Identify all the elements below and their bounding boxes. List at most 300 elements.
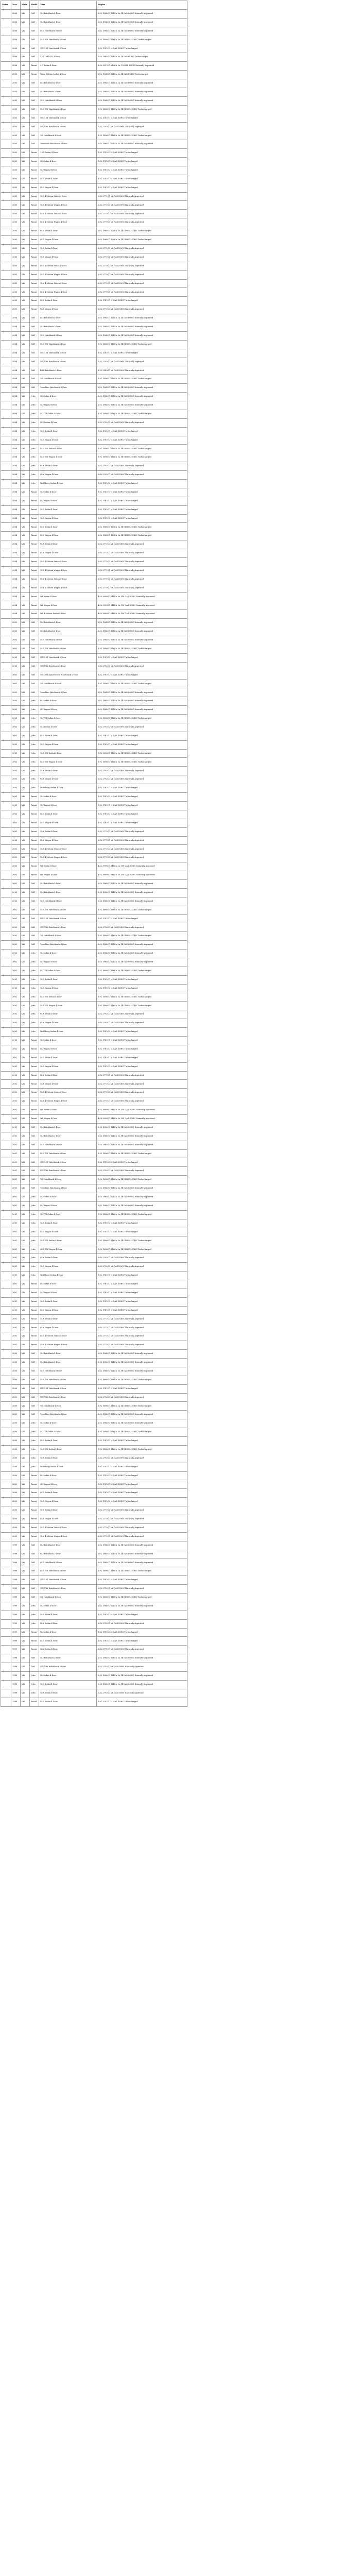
cell-year: 2003 (11, 645, 21, 653)
table-row (1, 975, 187, 984)
cell-notes (1, 79, 11, 88)
cell-engine: 1.9L 1896CC 116Cu. In. l4 DIESEL SOHC Turbocharged (97, 453, 187, 462)
cell-engine: 2.8L 2792CC V6 GAS DOHC Naturally Aspirated (97, 923, 187, 932)
table-row (1, 1402, 187, 1411)
cell-make: VW (21, 244, 30, 253)
cell-trim: GL Wagon 4-Door (39, 166, 97, 175)
table-row (1, 967, 187, 975)
cell-engine: 2.0L 1984CC 121Cu. In. l4 GAS SOHC Naturally Aspirated (97, 958, 187, 967)
cell-notes (1, 175, 11, 183)
cell-year: 2006 (11, 27, 21, 36)
cell-engine: 1.9L 1896CC 116Cu. In. l4 DIESEL SOHC Turbocharged (97, 131, 187, 140)
cell-trim: Value Edition Sedan 4-Door (39, 71, 97, 79)
cell-trim: GLX Wagon 4-Door (39, 1080, 97, 1089)
cell-model: Golf (30, 1158, 39, 1167)
cell-make: VW (21, 784, 30, 793)
cell-engine: 2.0L 1984CC 121Cu. In. l4 GAS SOHC Naturally Aspirated (97, 323, 187, 331)
cell-trim: W8 Sedan 4-Door (39, 1106, 97, 1115)
cell-year: 1999 (11, 1541, 21, 1550)
cell-year: 2003 (11, 740, 21, 749)
cell-make: VW (21, 653, 30, 662)
cell-notes (1, 1236, 11, 1245)
cell-model: Jetta (30, 1228, 39, 1236)
cell-trim: GLS 4 Motion Sedan 4-Door (39, 1089, 97, 1097)
cell-notes (1, 1436, 11, 1445)
table-row (1, 801, 187, 810)
table-row (1, 879, 187, 888)
cell-notes (1, 1071, 11, 1080)
cell-notes (1, 1523, 11, 1532)
cell-model: Golf (30, 888, 39, 897)
cell-engine: 2.0L 1984CC 121Cu. In. l4 GAS SOHC Naturally Aspirated (97, 897, 187, 906)
cell-model: Golf (30, 18, 39, 27)
cell-year: 2003 (11, 749, 21, 758)
cell-engine: 2.0L 1984CC 121Cu. In. l4 GAS SOHC Naturally Aspirated (97, 636, 187, 645)
cell-engine: 1.8L 1781CC l4 GAS DOHC Turbocharged (97, 514, 187, 523)
cell-engine: 1.8L 1781CC l4 GAS DOHC Turbocharged (97, 975, 187, 984)
cell-engine: 1.9L 1896CC 116Cu. In. l4 DIESEL SOHC Turbocharged (97, 1593, 187, 1602)
cell-trim: GLS Wagon 4-Door (39, 1062, 97, 1071)
table-row (1, 514, 187, 523)
table-header (1, 1, 187, 10)
cell-notes (1, 1019, 11, 1028)
cell-year: 2002 (11, 1010, 21, 1019)
cell-notes (1, 262, 11, 270)
table-row (1, 628, 187, 636)
table-row (1, 1324, 187, 1332)
cell-year: 2001 (11, 1219, 21, 1228)
table-row (1, 1663, 187, 1672)
cell-engine: 2.8L 2771CC V6 GAS DOHC Naturally Aspirated (97, 1315, 187, 1324)
cell-trim: GLI Sedan 4-Door (39, 418, 97, 427)
cell-year: 2005 (11, 218, 21, 227)
table-row (1, 349, 187, 358)
cell-model: Passat (30, 566, 39, 575)
table-row (1, 262, 187, 270)
cell-year: 2005 (11, 158, 21, 166)
cell-trim: GLX Wagon 4-Door (39, 471, 97, 480)
cell-model: Jetta (30, 1428, 39, 1437)
table-row (1, 558, 187, 567)
cell-trim: GTI VR6 Hatchback 2-Door (39, 1585, 97, 1594)
cell-engine: 1.8L 1781CC l4 GAS DOHC Turbocharged (97, 732, 187, 740)
cell-notes (1, 218, 11, 227)
cell-notes (1, 96, 11, 105)
cell-engine: 2.8L 2792CC V6 GAS DOHC Naturally Aspirated (97, 767, 187, 775)
cell-engine: 1.8L 1781CC l4 GAS DOHC Turbocharged (97, 166, 187, 175)
cell-year: 2001 (11, 1297, 21, 1306)
cell-trim: Trendline Hatchback 4-Door (39, 1184, 97, 1193)
cell-model: Passat (30, 819, 39, 827)
cell-make: VW (21, 1672, 30, 1681)
cell-make: VW (21, 36, 30, 44)
cell-make: VW (21, 123, 30, 131)
cell-model: Passat (30, 1045, 39, 1054)
cell-year: 2000 (11, 1480, 21, 1489)
cell-year: 1999 (11, 1593, 21, 1602)
cell-year: 2002 (11, 923, 21, 932)
cell-year: 2000 (11, 1436, 21, 1445)
cell-model: Golf (30, 384, 39, 393)
cell-notes (1, 1506, 11, 1515)
cell-engine: 2.8L 2771CC V6 GAS DOHC Naturally Aspirated (97, 549, 187, 558)
cell-make: VW (21, 1628, 30, 1637)
cell-trim: GLS TDI Sedan 4-Door (39, 993, 97, 1002)
cell-engine: 2.0L 1984CC 121Cu. In. l4 GAS SOHC Naturally Aspirated (97, 706, 187, 715)
cell-engine: 2.0L 1984CC 121Cu. In. l4 GAS SOHC Naturally Aspirated (97, 1358, 187, 1367)
cell-year: 2001 (11, 1280, 21, 1289)
cell-make: VW (21, 740, 30, 749)
table-row (1, 636, 187, 645)
cell-notes (1, 1245, 11, 1254)
cell-notes (1, 1550, 11, 1558)
cell-trim: GLS Sedan 4-Door (39, 810, 97, 819)
cell-year: 2003 (11, 662, 21, 671)
cell-notes (1, 1115, 11, 1124)
cell-trim: GLS Sedan 4-Door (39, 1436, 97, 1445)
cell-model: Golf (30, 1376, 39, 1384)
cell-model: Passat (30, 1471, 39, 1480)
cell-trim: GL Sedan 4-Door (39, 1628, 97, 1637)
cell-engine: 1.9L 1896CC 116Cu. In. l4 DIESEL SOHC Turbocharged (97, 1445, 187, 1454)
cell-year: 1999 (11, 1619, 21, 1628)
cell-notes (1, 1141, 11, 1149)
cell-notes (1, 1228, 11, 1236)
cell-model: Jetta (30, 436, 39, 445)
table-row (1, 53, 187, 62)
cell-make: VW (21, 227, 30, 236)
cell-year: 2004 (11, 532, 21, 540)
table-row (1, 1637, 187, 1646)
cell-make: VW (21, 1445, 30, 1454)
cell-model: Golf (30, 1350, 39, 1359)
cell-engine: 1.8L 1781CC l4 GAS DOHC Turbocharged (97, 1576, 187, 1585)
cell-make: VW (21, 1272, 30, 1280)
cell-model: Golf (30, 636, 39, 645)
cell-notes (1, 488, 11, 497)
cell-make: VW (21, 610, 30, 619)
cell-notes (1, 1106, 11, 1115)
cell-engine: 1.8L 1781CC l4 GAS DOHC Turbocharged (97, 1297, 187, 1306)
table-row (1, 923, 187, 932)
cell-year: 2004 (11, 358, 21, 366)
cell-make: VW (21, 1541, 30, 1550)
cell-year: 2001 (11, 1245, 21, 1254)
cell-model: Golf (30, 131, 39, 140)
cell-make: VW (21, 1411, 30, 1419)
table-row (1, 566, 187, 575)
cell-year: 2002 (11, 1002, 21, 1010)
table-row (1, 1680, 187, 1689)
cell-make: VW (21, 1384, 30, 1393)
cell-trim: GTI VR6 Hatchback 2-Door (39, 358, 97, 366)
cell-notes (1, 1002, 11, 1010)
cell-notes (1, 418, 11, 427)
cell-engine: 2.8L 2792CC V6 GAS DOHC Naturally Aspirated (97, 1019, 187, 1028)
table-row (1, 732, 187, 740)
cell-notes (1, 740, 11, 749)
cell-notes (1, 967, 11, 975)
table-row (1, 366, 187, 375)
cell-model: Golf (30, 914, 39, 923)
cell-engine: 2.8L 2792CC V6 GAS DOHC Naturally Aspirated (97, 358, 187, 366)
cell-trim: GLS Hatchback 4-Door (39, 331, 97, 340)
cell-make: VW (21, 767, 30, 775)
cell-year: 2001 (11, 1272, 21, 1280)
cell-make: VW (21, 1593, 30, 1602)
cell-year: 2003 (11, 628, 21, 636)
cell-model: Jetta (30, 401, 39, 410)
table-row (1, 715, 187, 723)
cell-trim: GL Hatchback 4-Door (39, 1350, 97, 1359)
cell-trim: GTI VR6 Hatchback 2-Door (39, 1167, 97, 1176)
cell-model: Jetta (30, 984, 39, 993)
table-row (1, 114, 187, 123)
cell-year: 2000 (11, 1376, 21, 1384)
table-row (1, 610, 187, 619)
cell-make: VW (21, 1376, 30, 1384)
cell-engine: 1.8L 1781CC l4 GAS DOHC Turbocharged (97, 488, 187, 497)
cell-year: 1998 (11, 1689, 21, 1698)
cell-notes (1, 410, 11, 418)
cell-trim: Trendline Hatchback 4-Door (39, 941, 97, 950)
table-row (1, 462, 187, 471)
cell-make: VW (21, 914, 30, 923)
table-row (1, 1672, 187, 1681)
cell-trim: GLS Sedan 4-Door (39, 975, 97, 984)
cell-make: VW (21, 1141, 30, 1149)
cell-engine: 1.8L 1781CC l4 GAS DOHC Turbocharged (97, 1471, 187, 1480)
cell-make: VW (21, 1523, 30, 1532)
table-row (1, 827, 187, 836)
cell-trim: GLS Sedan 4-Door (39, 427, 97, 436)
cell-notes (1, 1184, 11, 1193)
cell-trim: GLX Wagon 4-Door (39, 549, 97, 558)
cell-engine: 1.8L 1781CC l4 GAS DOHC Turbocharged (97, 1628, 187, 1637)
cell-year: 2003 (11, 862, 21, 871)
cell-engine: 2.8L 2771CC V6 GAS DOHC Naturally Aspirated (97, 1523, 187, 1532)
table-row (1, 401, 187, 410)
cell-make: VW (21, 566, 30, 575)
cell-make: VW (21, 810, 30, 819)
table-row (1, 123, 187, 131)
table-row (1, 44, 187, 53)
cell-year: 2003 (11, 758, 21, 767)
cell-notes (1, 558, 11, 567)
table-row (1, 645, 187, 653)
cell-model: Passat (30, 236, 39, 245)
cell-make: VW (21, 1315, 30, 1324)
cell-trim: Tdi Hatchback 4-Door (39, 131, 97, 140)
cell-trim: GL Wagon 4-Door (39, 497, 97, 505)
cell-engine: 1.8L 1781CC l4 GAS DOHC Turbocharged (97, 1054, 187, 1062)
cell-year: 2002 (11, 1036, 21, 1045)
cell-engine: 1.8L 1781CC l4 GAS DOHC Turbocharged (97, 436, 187, 445)
cell-make: VW (21, 1393, 30, 1402)
cell-trim: GLX 4 Motion Wagon 4-Door (39, 1532, 97, 1541)
cell-trim: GL Sedan 4-Door (39, 488, 97, 497)
cell-notes (1, 723, 11, 732)
cell-notes (1, 592, 11, 601)
cell-year: 1998 (11, 1672, 21, 1681)
cell-engine: 2.8L 2792CC V6 GAS DOHC Naturally Aspirated (97, 1393, 187, 1402)
cell-make: VW (21, 1158, 30, 1167)
cell-model: Jetta (30, 740, 39, 749)
cell-engine: 2.0L 1984CC 121Cu. In. l4 GAS SOHC Naturally Aspirated (97, 18, 187, 27)
cell-model: Golf (30, 879, 39, 888)
cell-notes (1, 1532, 11, 1541)
cell-make: VW (21, 775, 30, 784)
cell-make: VW (21, 1358, 30, 1367)
cell-trim: GL Wagon 4-Door (39, 706, 97, 715)
cell-trim: GLS TDI Hatchback 4-Door (39, 1567, 97, 1576)
cell-engine: 2.8L 2771CC V6 GAS DOHC Naturally Aspirated (97, 575, 187, 584)
cell-notes (1, 645, 11, 653)
cell-model: Jetta (30, 418, 39, 427)
cell-model: Golf (30, 628, 39, 636)
cell-make: VW (21, 1080, 30, 1089)
cell-year: 2000 (11, 1498, 21, 1506)
cell-notes (1, 384, 11, 393)
cell-model: Jetta (30, 758, 39, 767)
cell-engine: 2.8L 2771CC V6 GAS DOHC Naturally Aspirated (97, 253, 187, 262)
cell-trim: Trendline Hatchback 4-Door (39, 384, 97, 393)
cell-engine: 2.8L 2771CC V6 GAS DOHC Naturally Aspirated (97, 270, 187, 279)
cell-engine: 2.8L 2771CC V6 GAS DOHC Naturally Aspirated (97, 558, 187, 567)
cell-year: 2005 (11, 262, 21, 270)
cell-year: 2003 (11, 845, 21, 854)
table-row (1, 1541, 187, 1550)
cell-engine: 2.0L 1968CC 120Cu. In. l4 DIESEL SOHC Turbocharged (97, 236, 187, 245)
cell-notes (1, 1611, 11, 1619)
cell-trim: GL Hatchback 2-Door (39, 888, 97, 897)
cell-make: VW (21, 1402, 30, 1411)
cell-engine: 2.8L 2771CC V6 GAS DOHC Naturally Aspirated (97, 845, 187, 854)
table-row (1, 723, 187, 732)
cell-make: VW (21, 27, 30, 36)
table-row (1, 862, 187, 871)
cell-notes (1, 18, 11, 27)
cell-notes (1, 619, 11, 628)
cell-make: VW (21, 1028, 30, 1037)
cell-engine: 1.8L 1781CC l4 GAS DOHC Turbocharged (97, 1036, 187, 1045)
cell-trim: GLS Wagon 4-Door (39, 740, 97, 749)
cell-notes (1, 227, 11, 236)
cell-year: 2005 (11, 149, 21, 158)
cell-model: Passat (30, 1628, 39, 1637)
cell-make: VW (21, 636, 30, 645)
table-row (1, 1201, 187, 1210)
cell-model: Passat (30, 827, 39, 836)
cell-year: 1999 (11, 1646, 21, 1654)
cell-trim: Wolfsburg Sedan 4-Door (39, 1272, 97, 1280)
cell-trim: GLS Sedan 4-Door (39, 1489, 97, 1498)
cell-year: 2001 (11, 1184, 21, 1193)
cell-notes (1, 9, 11, 18)
cell-year: 2001 (11, 1324, 21, 1332)
cell-engine: 1.8L 1781CC l4 GAS DOHC Turbocharged (97, 1289, 187, 1297)
cell-engine: 1.9L 1896CC 116Cu. In. l4 DIESEL SOHC Turbocharged (97, 680, 187, 688)
cell-engine: 2.0L 1984CC 121Cu. In. l4 GAS SOHC Naturally Aspirated (97, 88, 187, 96)
cell-trim: GLS TDI Hatchback 4-Door (39, 105, 97, 114)
cell-engine: 2.8L 2792CC V6 GAS DOHC Naturally Aspirated (97, 418, 187, 427)
cell-trim: GLS TDI Hatchback 4-Door (39, 645, 97, 653)
cell-trim: GLS TDI Hatchback 4-Door (39, 1376, 97, 1384)
table-row (1, 1297, 187, 1306)
cell-trim: GLX Sedan 4-Door (39, 540, 97, 549)
table-row (1, 1219, 187, 1228)
cell-notes (1, 836, 11, 845)
cell-notes (1, 366, 11, 375)
cell-model: Golf (30, 375, 39, 384)
cell-trim: GTI 20th Anniversary Hatchback 2-Door (39, 671, 97, 680)
cell-make: VW (21, 1228, 30, 1236)
cell-engine: 2.8L 2792CC V6 GAS DOHC Naturally Aspirated (97, 462, 187, 471)
table-row (1, 1123, 187, 1132)
cell-trim: GLS TDI Sedan 4-Door (39, 749, 97, 758)
cell-trim: GL TDI Sedan 4-Door (39, 1428, 97, 1437)
cell-engine: 1.9L 1896CC 116Cu. In. l4 DIESEL SOHC Turbocharged (97, 967, 187, 975)
table-row (1, 1550, 187, 1558)
table-row (1, 1332, 187, 1341)
cell-make: VW (21, 288, 30, 297)
cell-model: Passat (30, 549, 39, 558)
cell-notes (1, 871, 11, 880)
cell-make: VW (21, 462, 30, 471)
cell-notes (1, 297, 11, 306)
cell-year: 2001 (11, 1228, 21, 1236)
cell-trim: GL Hatchback 4-Door (39, 879, 97, 888)
cell-trim: GLX 4 Motion Sedan 4-Door (39, 575, 97, 584)
table-row (1, 1115, 187, 1124)
cell-make: VW (21, 1506, 30, 1515)
cell-notes (1, 1680, 11, 1689)
cell-model: Jetta (30, 706, 39, 715)
cell-model: Golf (30, 1593, 39, 1602)
cell-engine: 2.0L 1984CC 121Cu. In. l4 GAS SOHC Naturally Aspirated (97, 9, 187, 18)
cell-trim: GLS 4 Motion Wagon 4-Door (39, 270, 97, 279)
cell-trim: GLX Sedan 4-Door (39, 1506, 97, 1515)
cell-year: 2001 (11, 1149, 21, 1158)
cell-engine: 2.0L 1984CC 121Cu. In. l4 GAS SOHC Naturally Aspirated (97, 1184, 187, 1193)
cell-notes (1, 1341, 11, 1350)
cell-engine: 2.0L 1984CC 121Cu. In. l4 GAS SOHC Naturally Aspirated (97, 688, 187, 697)
cell-trim: GL TDI Sedan 4-Door (39, 410, 97, 418)
cell-trim: GLS Hatchback 4-Door (39, 1367, 97, 1376)
cell-notes (1, 697, 11, 706)
cell-year: 2002 (11, 984, 21, 993)
table-row (1, 149, 187, 158)
cell-year: 2002 (11, 950, 21, 958)
table-row (1, 18, 187, 27)
cell-engine: 1.8L 1781CC l4 GAS DOHC Turbocharged (97, 740, 187, 749)
table-row (1, 740, 187, 749)
cell-model: Golf (30, 314, 39, 323)
table-row (1, 1106, 187, 1115)
cell-notes (1, 1498, 11, 1506)
cell-model: Jetta (30, 975, 39, 984)
cell-year: 2003 (11, 723, 21, 732)
cell-make: VW (21, 1289, 30, 1297)
cell-make: VW (21, 1019, 30, 1028)
cell-make: VW (21, 166, 30, 175)
cell-notes (1, 36, 11, 44)
cell-trim: GLS 4 Motion Sedan 4-Door (39, 192, 97, 201)
cell-notes (1, 105, 11, 114)
cell-year: 2005 (11, 88, 21, 96)
cell-make: VW (21, 879, 30, 888)
table-row (1, 201, 187, 210)
